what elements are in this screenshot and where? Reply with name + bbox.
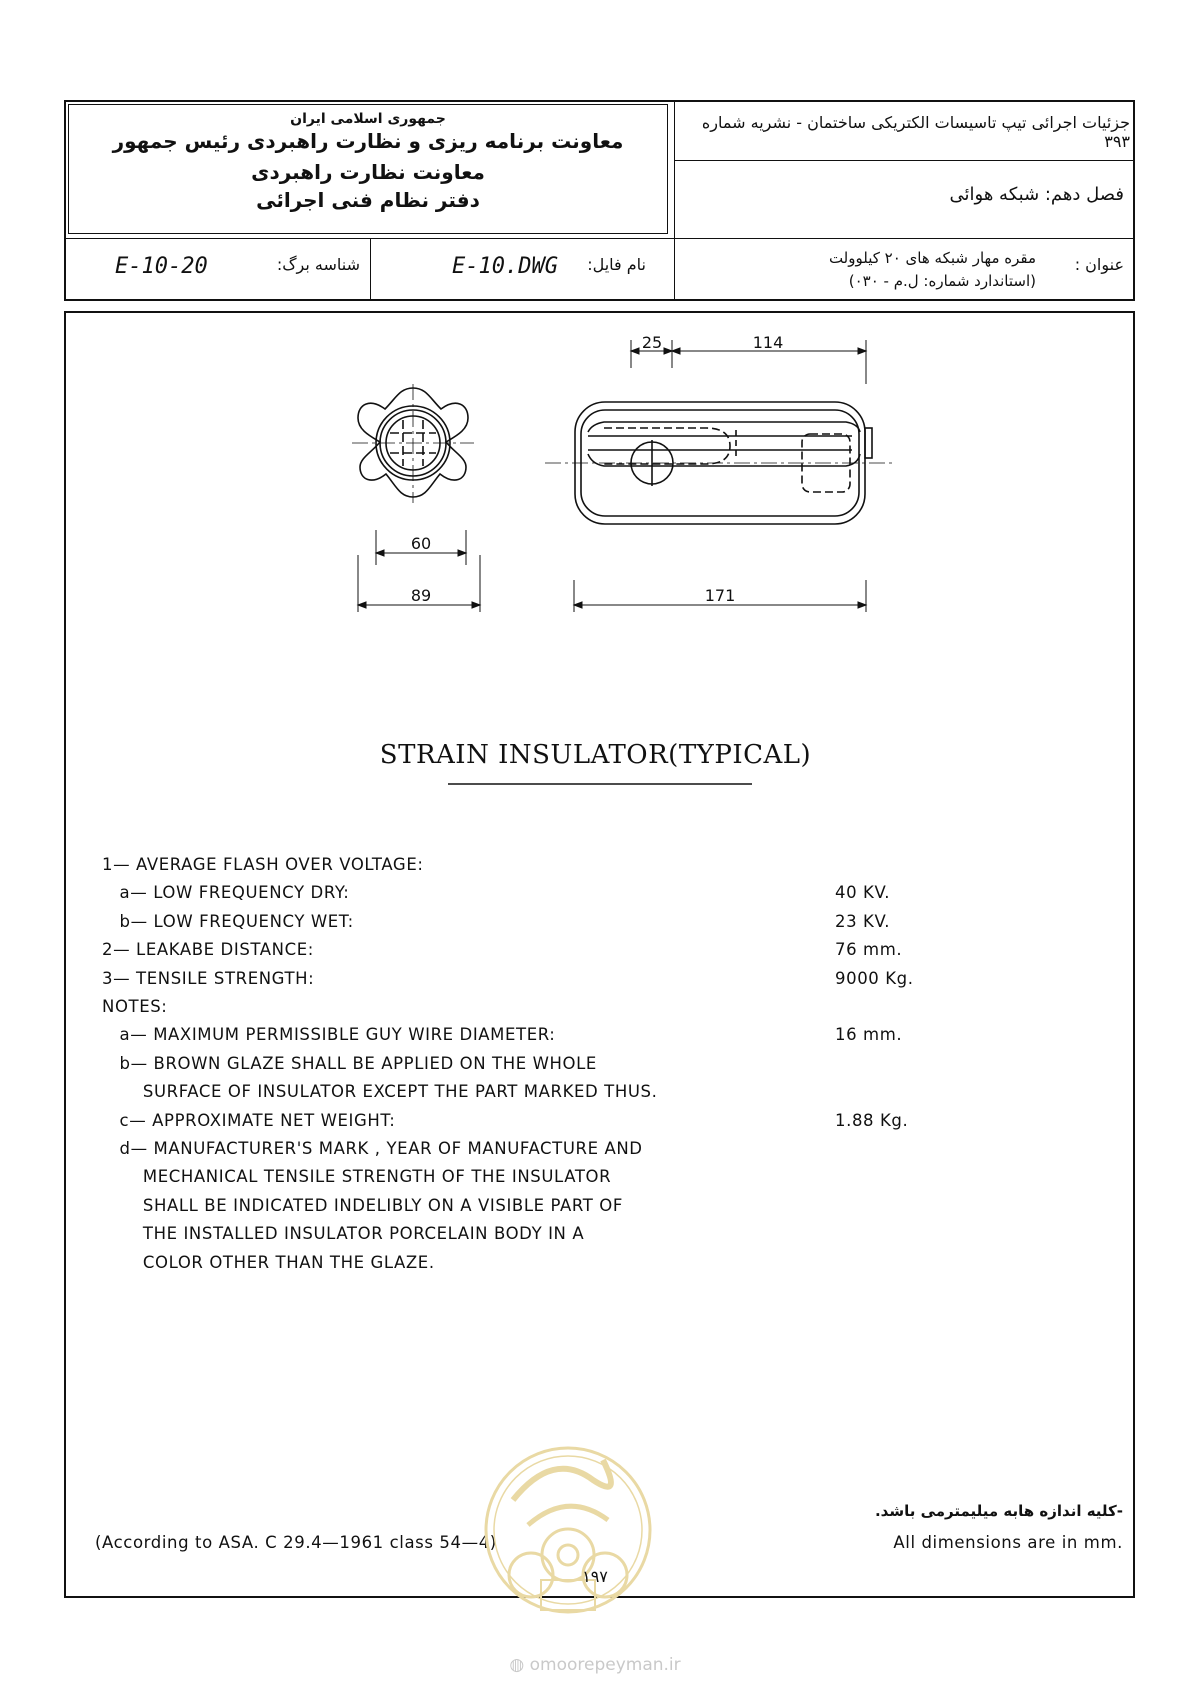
spec-value: 1.88 Kg. [835, 1110, 909, 1130]
page-number: ۱۹۷ [582, 1567, 608, 1586]
org-office: دفتر نظام فنی اجرائی [256, 188, 480, 212]
spec-line: SHALL BE INDICATED INDELIBLY ON A VISIBLE PART OF [102, 1195, 623, 1215]
org-supervision: معاونت نظارت راهبردی [251, 160, 485, 184]
subject-line1: مقره مهار شبکه های ۲۰ کیلوولت [828, 249, 1036, 267]
file-label: نام فایل: [587, 255, 646, 274]
standard-reference: (According to ASA. C 29.4—1961 class 54—4) [95, 1533, 497, 1552]
divider [674, 160, 1135, 161]
publication-title: جزئیات اجرائی تیپ تاسیسات الکتریکی ساختمان - نشریه شماره ۳۹۳ [701, 113, 1130, 151]
dimensions-note-fa: -کلیه اندازه هابه میلیمترمی باشد. [874, 1502, 1123, 1520]
org-republic: جمهوری اسلامی ایران [290, 111, 446, 127]
spec-value: 40 KV. [835, 883, 891, 903]
spec-line: THE INSTALLED INSULATOR PORCELAIN BODY IN A [102, 1224, 585, 1244]
spec-line: d— MANUFACTURER'S MARK , YEAR OF MANUFACTURE AND [102, 1139, 643, 1158]
dim-label-171: 171 [704, 586, 736, 605]
dim-label-60: 60 [410, 534, 432, 553]
spec-value: 23 KV. [835, 911, 891, 931]
spec-line: c— APPROXIMATE NET WEIGHT: [102, 1110, 396, 1130]
dim-label-114: 114 [752, 333, 784, 352]
subject-line2: (استاندارد شماره: ل.م - ۰۳۰) [848, 272, 1036, 290]
chapter-title: فصل دهم: شبکه هوائی [949, 184, 1124, 205]
spec-value: 9000 Kg. [835, 968, 914, 988]
sheet-id: E-10-20 [115, 254, 208, 279]
spec-line: SURFACE OF INSULATOR EXCEPT THE PART MARKED THUS. [102, 1082, 658, 1102]
divider [674, 100, 675, 301]
dimensions-note-en: All dimensions are in mm. [893, 1533, 1123, 1552]
spec-value: 16 mm. [835, 1025, 903, 1045]
spec-line: 3— TENSILE STRENGTH: [102, 968, 315, 988]
publisher-stamp [483, 1430, 653, 1650]
subject-label: عنوان : [1074, 255, 1124, 274]
spec-line: COLOR OTHER THAN THE GLAZE. [102, 1252, 435, 1272]
dimension-top [631, 340, 866, 384]
spec-line: a— LOW FREQUENCY DRY: [102, 883, 350, 903]
spec-line: 2— LEAKABE DISTANCE: [102, 940, 314, 960]
sheet-id-label: شناسه برگ: [276, 255, 360, 274]
spec-line: NOTES: [102, 997, 168, 1016]
divider [370, 238, 371, 301]
drawing-title: STRAIN INSULATOR(TYPICAL) [379, 740, 812, 770]
side-view [545, 402, 893, 524]
dim-label-25: 25 [641, 333, 663, 352]
spec-line: b— BROWN GLAZE SHALL BE APPLIED ON THE WHOLE [102, 1053, 597, 1073]
spec-line: 1— AVERAGE FLASH OVER VOLTAGE: [102, 855, 424, 874]
file-name: E-10.DWG [452, 254, 558, 279]
spec-line: a— MAXIMUM PERMISSIBLE GUY WIRE DIAMETER: [102, 1025, 556, 1045]
end-view [352, 384, 474, 503]
dim-label-89: 89 [410, 586, 432, 605]
org-deputy: معاونت برنامه ریزی و نظارت راهبردی رئیس جمهور [112, 129, 624, 153]
spec-value: 76 mm. [835, 940, 903, 960]
spec-line: MECHANICAL TENSILE STRENGTH OF THE INSULATOR [102, 1167, 612, 1187]
spec-line: b— LOW FREQUENCY WET: [102, 911, 354, 931]
watermark-logo-icon: ◍ [509, 1655, 525, 1675]
watermark-text: ◍ omoorepeyman.ir [509, 1655, 681, 1675]
divider [64, 238, 1135, 239]
